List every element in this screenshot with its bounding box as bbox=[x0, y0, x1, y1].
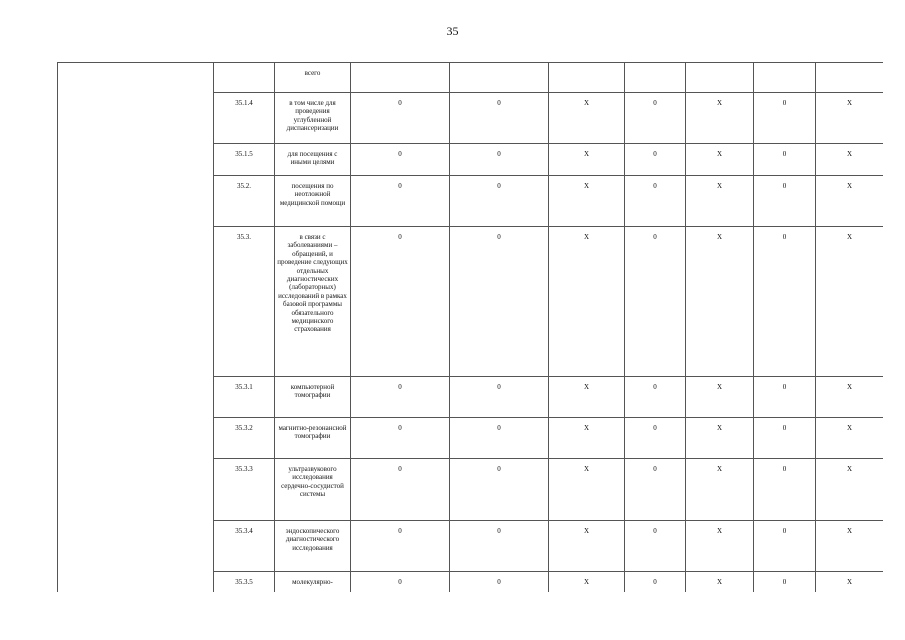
value-cell: X bbox=[549, 572, 625, 593]
code-cell: 35.1.4 bbox=[214, 93, 275, 144]
value-cell: X bbox=[816, 418, 884, 459]
table-row bbox=[214, 227, 884, 377]
name-cell: ультразвукового исследования сердечно-сосудистой системы bbox=[275, 459, 351, 521]
name-cell: в связи с заболеваниями – обращений, и проведение следующих отдельных диагностических (лабораторных) исследований в рамках базовой программы обязательного медицинского страхования bbox=[275, 227, 351, 377]
value-cell: 0 bbox=[625, 144, 686, 176]
name-cell: эндоскопического диагностического исследования bbox=[275, 521, 351, 572]
value-cell bbox=[351, 63, 450, 93]
value-cell: X bbox=[816, 93, 884, 144]
value-cell: 0 bbox=[351, 144, 450, 176]
value-cell: 0 bbox=[351, 572, 450, 593]
value-cell: 0 bbox=[450, 176, 549, 227]
code-cell: 35.1.5 bbox=[214, 144, 275, 176]
value-cell bbox=[686, 63, 754, 93]
value-cell: X bbox=[816, 572, 884, 593]
code-cell bbox=[214, 63, 275, 93]
value-cell: X bbox=[686, 459, 754, 521]
value-cell: 0 bbox=[754, 418, 816, 459]
table-row bbox=[214, 418, 884, 459]
value-cell: 0 bbox=[754, 521, 816, 572]
name-cell: компьютерной томографии bbox=[275, 377, 351, 418]
value-cell: X bbox=[686, 176, 754, 227]
value-cell: X bbox=[549, 227, 625, 377]
value-cell: 0 bbox=[625, 93, 686, 144]
code-cell: 35.3. bbox=[214, 227, 275, 377]
value-cell: X bbox=[686, 377, 754, 418]
value-cell: X bbox=[686, 227, 754, 377]
value-cell: 0 bbox=[450, 459, 549, 521]
name-cell: всего bbox=[275, 63, 351, 93]
code-cell: 35.3.4 bbox=[214, 521, 275, 572]
value-cell: 0 bbox=[754, 93, 816, 144]
value-cell: 0 bbox=[351, 377, 450, 418]
value-cell bbox=[625, 63, 686, 93]
table-row bbox=[214, 144, 884, 176]
value-cell: X bbox=[686, 572, 754, 593]
value-cell: 0 bbox=[351, 93, 450, 144]
table-row bbox=[214, 63, 884, 93]
value-cell: 0 bbox=[450, 144, 549, 176]
value-cell bbox=[549, 63, 625, 93]
code-cell: 35.3.1 bbox=[214, 377, 275, 418]
left-empty-column bbox=[57, 62, 213, 592]
value-cell: 0 bbox=[351, 459, 450, 521]
table-row bbox=[214, 459, 884, 521]
value-cell: X bbox=[549, 459, 625, 521]
name-cell: магнитно-резонансной томографии bbox=[275, 418, 351, 459]
value-cell: X bbox=[816, 227, 884, 377]
value-cell: 0 bbox=[625, 418, 686, 459]
page-number: 35 bbox=[446, 24, 459, 38]
code-cell: 35.3.5 bbox=[214, 572, 275, 593]
value-cell: X bbox=[816, 144, 884, 176]
value-cell: 0 bbox=[754, 227, 816, 377]
value-cell: X bbox=[816, 521, 884, 572]
value-cell: X bbox=[686, 93, 754, 144]
value-cell: 0 bbox=[351, 176, 450, 227]
value-cell: 0 bbox=[351, 227, 450, 377]
value-cell: 0 bbox=[754, 144, 816, 176]
value-cell: 0 bbox=[450, 572, 549, 593]
value-cell: X bbox=[549, 144, 625, 176]
value-cell bbox=[450, 63, 549, 93]
value-cell: 0 bbox=[450, 377, 549, 418]
table-row bbox=[214, 377, 884, 418]
data-table bbox=[213, 62, 883, 592]
value-cell: 0 bbox=[625, 377, 686, 418]
value-cell: 0 bbox=[754, 176, 816, 227]
value-cell: 0 bbox=[625, 572, 686, 593]
value-cell: X bbox=[686, 521, 754, 572]
value-cell: 0 bbox=[450, 521, 549, 572]
value-cell: 0 bbox=[450, 418, 549, 459]
name-cell: для посещения с иными целями bbox=[275, 144, 351, 176]
value-cell: X bbox=[816, 377, 884, 418]
value-cell: 0 bbox=[625, 176, 686, 227]
value-cell bbox=[816, 63, 884, 93]
value-cell: 0 bbox=[754, 377, 816, 418]
code-cell: 35.3.3 bbox=[214, 459, 275, 521]
value-cell bbox=[754, 63, 816, 93]
value-cell: X bbox=[816, 176, 884, 227]
value-cell: 0 bbox=[625, 459, 686, 521]
value-cell: 0 bbox=[351, 521, 450, 572]
value-cell: 0 bbox=[625, 227, 686, 377]
value-cell: X bbox=[549, 418, 625, 459]
name-cell: посещения по неотложной медицинской помощи bbox=[275, 176, 351, 227]
value-cell: 0 bbox=[754, 572, 816, 593]
value-cell: X bbox=[686, 418, 754, 459]
value-cell: 0 bbox=[625, 521, 686, 572]
code-cell: 35.2. bbox=[214, 176, 275, 227]
table-row bbox=[214, 521, 884, 572]
value-cell: 0 bbox=[450, 93, 549, 144]
value-cell: X bbox=[549, 377, 625, 418]
name-cell: в том числе для проведения углубленной диспансеризации bbox=[275, 93, 351, 144]
value-cell: 0 bbox=[754, 459, 816, 521]
table-row bbox=[214, 572, 884, 593]
name-cell: молекулярно- bbox=[275, 572, 351, 593]
value-cell: 0 bbox=[450, 227, 549, 377]
table-row bbox=[214, 93, 884, 144]
code-cell: 35.3.2 bbox=[214, 418, 275, 459]
value-cell: X bbox=[549, 176, 625, 227]
value-cell: X bbox=[816, 459, 884, 521]
table-body bbox=[214, 63, 884, 593]
value-cell: X bbox=[549, 93, 625, 144]
value-cell: 0 bbox=[351, 418, 450, 459]
value-cell: X bbox=[686, 144, 754, 176]
value-cell: X bbox=[549, 521, 625, 572]
table-row bbox=[214, 176, 884, 227]
data-table-wrap bbox=[213, 62, 883, 592]
